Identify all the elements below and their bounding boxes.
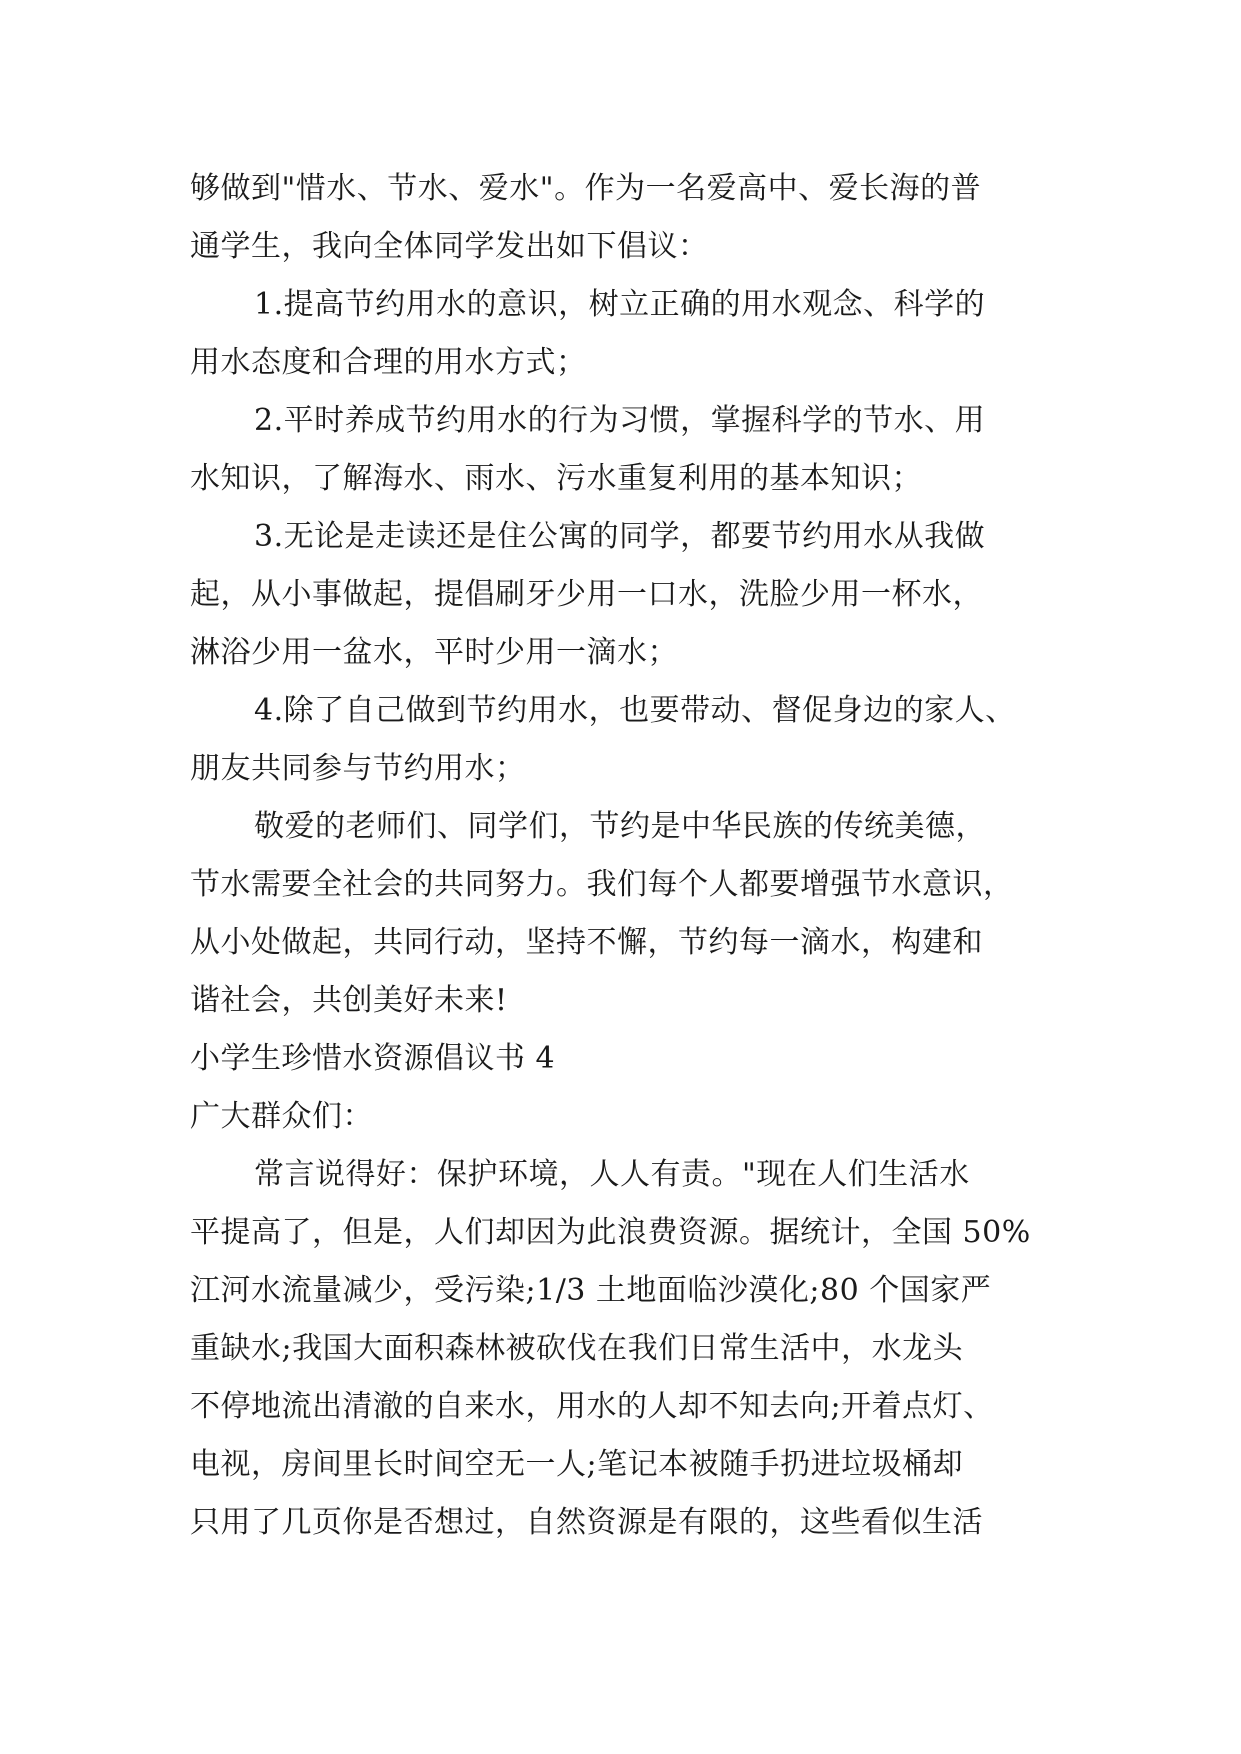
text-line: 水知识，了解海水、雨水、污水重复利用的基本知识；	[190, 461, 922, 496]
text-line: 2.平时养成节约用水的行为习惯，掌握科学的节水、用	[254, 403, 986, 438]
text-line: 重缺水;我国大面积森林被砍伐在我们日常生活中，水龙头	[190, 1331, 964, 1366]
text-line: 广大群众们：	[190, 1099, 373, 1134]
text-line: 电视，房间里长时间空无一人;笔记本被随手扔进垃圾桶却	[190, 1447, 964, 1482]
text-line: 通学生，我向全体同学发出如下倡议：	[190, 229, 709, 264]
text-line: 不停地流出清澈的自来水，用水的人却不知去向;开着点灯、	[190, 1389, 994, 1424]
text-line: 谐社会，共创美好未来!	[190, 983, 508, 1018]
document-body	[190, 160, 1050, 1552]
text-line: 3.无论是走读还是住公寓的同学，都要节约用水从我做	[254, 519, 986, 554]
text-line: 淋浴少用一盆水，平时少用一滴水；	[190, 635, 678, 670]
text-line: 1.提高节约用水的意识，树立正确的用水观念、科学的	[254, 287, 986, 322]
text-line: 常言说得好：保护环境，人人有责。"现在人们生活水	[254, 1157, 970, 1192]
text-line: 节水需要全社会的共同努力。我们每个人都要增强节水意识，	[190, 867, 1014, 902]
text-line: 朋友共同参与节约用水；	[190, 751, 526, 786]
text-line: 用水态度和合理的用水方式；	[190, 345, 587, 380]
text-line: 从小处做起，共同行动，坚持不懈，节约每一滴水，构建和	[190, 925, 983, 960]
text-line: 够做到"惜水、节水、爱水"。作为一名爱高中、爱长海的普	[190, 171, 982, 206]
text-line: 江河水流量减少，受污染;1/3 土地面临沙漠化;80 个国家严	[190, 1273, 992, 1308]
text-line: 小学生珍惜水资源倡议书 4	[190, 1041, 556, 1076]
text-line: 敬爱的老师们、同学们，节约是中华民族的传统美德，	[254, 809, 986, 844]
text-line: 起，从小事做起，提倡刷牙少用一口水，洗脸少用一杯水，	[190, 577, 983, 612]
text-line: 4.除了自己做到节约用水，也要带动、督促身边的家人、	[254, 693, 1016, 728]
text-line: 平提高了，但是，人们却因为此浪费资源。据统计，全国 50%	[190, 1215, 1031, 1250]
text-line: 只用了几页你是否想过，自然资源是有限的，这些看似生活	[190, 1505, 983, 1540]
